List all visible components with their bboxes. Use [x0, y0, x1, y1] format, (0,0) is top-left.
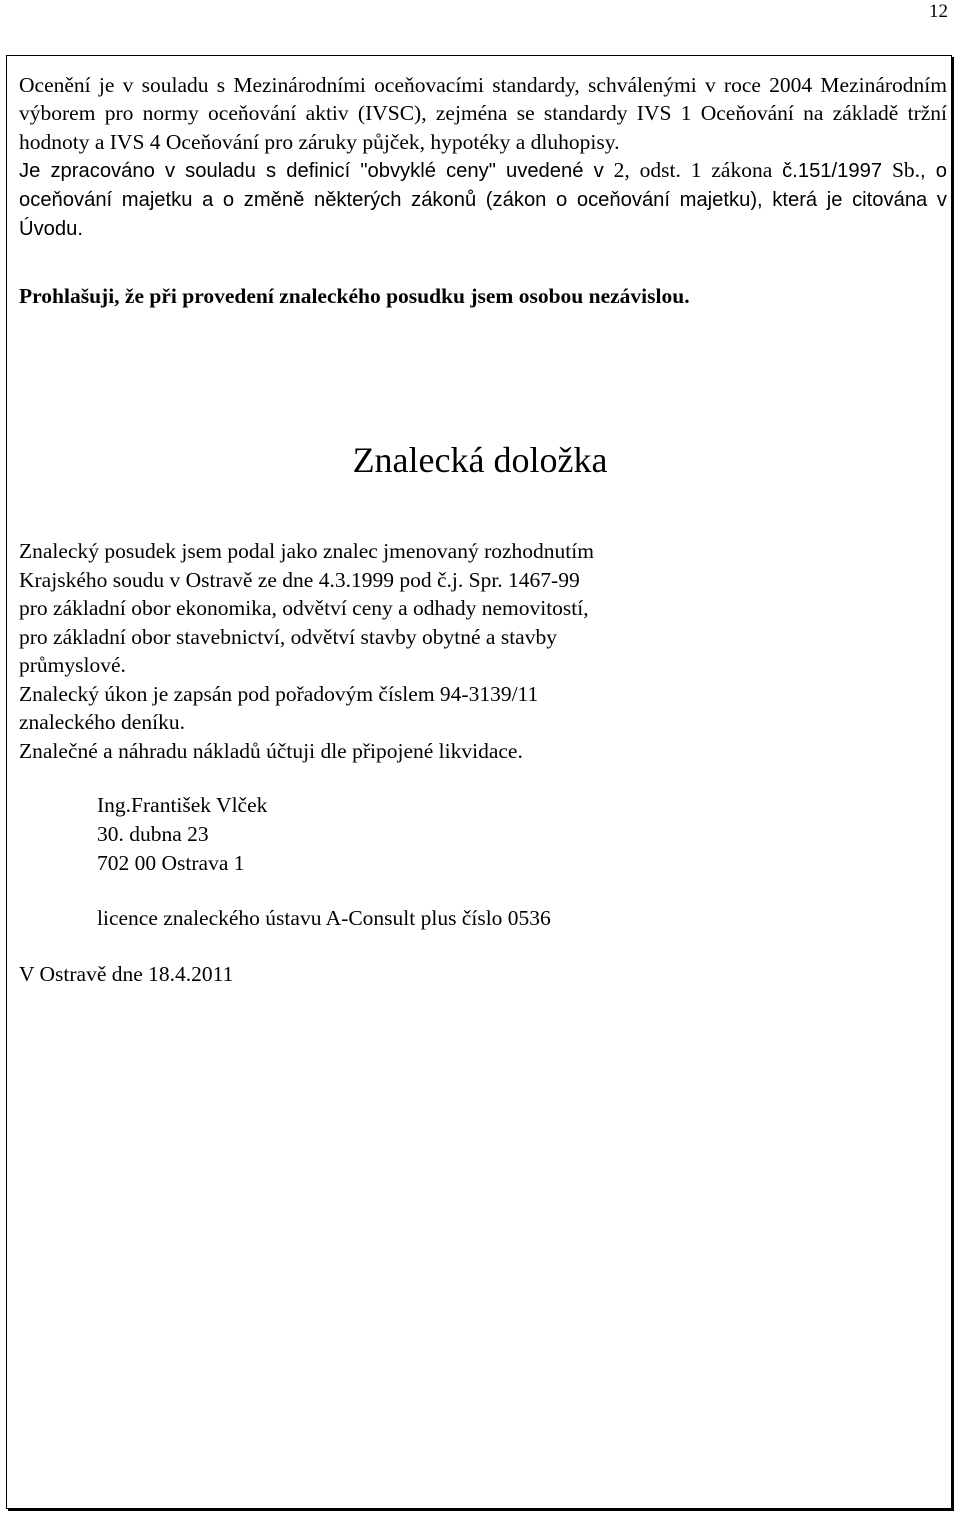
definition-text-a: Je zpracováno v souladu s definicí "obvyklé ceny" uvedené v: [19, 160, 604, 183]
clause-line: Znalecký posudek jsem podal jako znalec jmenovaný rozhodnutím: [19, 539, 594, 563]
clause-line: Znalečné a náhradu nákladů účtuji dle připojené likvidace.: [19, 738, 523, 763]
clause-line: Znalecký úkon je zapsán pod pořadovým číslem 94-3139/11: [19, 681, 539, 706]
expert-city: 702 00 Ostrava 1: [97, 851, 245, 875]
intro-paragraph-definition: [19, 156, 947, 243]
expert-street: 30. dubna 23: [97, 822, 209, 846]
definition-text-b: 2, odst. 1 zákona: [603, 158, 783, 183]
clause-line: pro základní obor ekonomika, odvětví ceny a odhady nemovitostí,: [19, 596, 589, 620]
clause-line: znaleckého deníku.: [19, 710, 185, 734]
independence-declaration: Prohlašuji, že při provedení znaleckého posudku jsem osobou nezávislou.: [19, 284, 690, 308]
clause-line: průmyslové.: [19, 653, 126, 677]
expert-name: Ing.František Vlček: [97, 793, 268, 817]
definition-text-d: Sb.: [891, 158, 921, 183]
expert-clause-title: Znalecká doložka: [352, 440, 608, 480]
signature-block: [97, 791, 267, 878]
page-number: 12: [929, 1, 948, 22]
intro-section: [19, 71, 947, 243]
place-date-line: V Ostravě dne 18.4.2011: [19, 962, 234, 986]
clause-line: pro základní obor stavebnictví, odvětví stavby obytné a stavby: [19, 624, 557, 649]
definition-text-e: , o oceňování majetku a o změně některých zákonů (zákon o oceňování majetku), která je citována v Úvodu.: [19, 160, 948, 241]
clause-line: Krajského soudu v Ostravě ze dne 4.3.1999 pod č.j. Spr. 1467-99: [19, 567, 580, 592]
page-frame: [6, 55, 952, 1509]
expert-clause-body: [19, 537, 939, 765]
intro-paragraph-standards: Ocenění je v souladu s Mezinárodními oceňovacími standardy, schválenými v roce 2004 Mezinárodním výborem pro normy oceňování aktiv (IVSC), zejména se standardy IVS 1 Oceňování na základě tržní hodnoty a IVS 4 Oceňování pro záruky půjček, hypotéky a dluhopisy.: [19, 73, 947, 154]
definition-text-c: č.151/1997: [782, 160, 883, 183]
license-line: licence znaleckého ústavu A-Consult plus číslo 0536: [97, 906, 551, 930]
